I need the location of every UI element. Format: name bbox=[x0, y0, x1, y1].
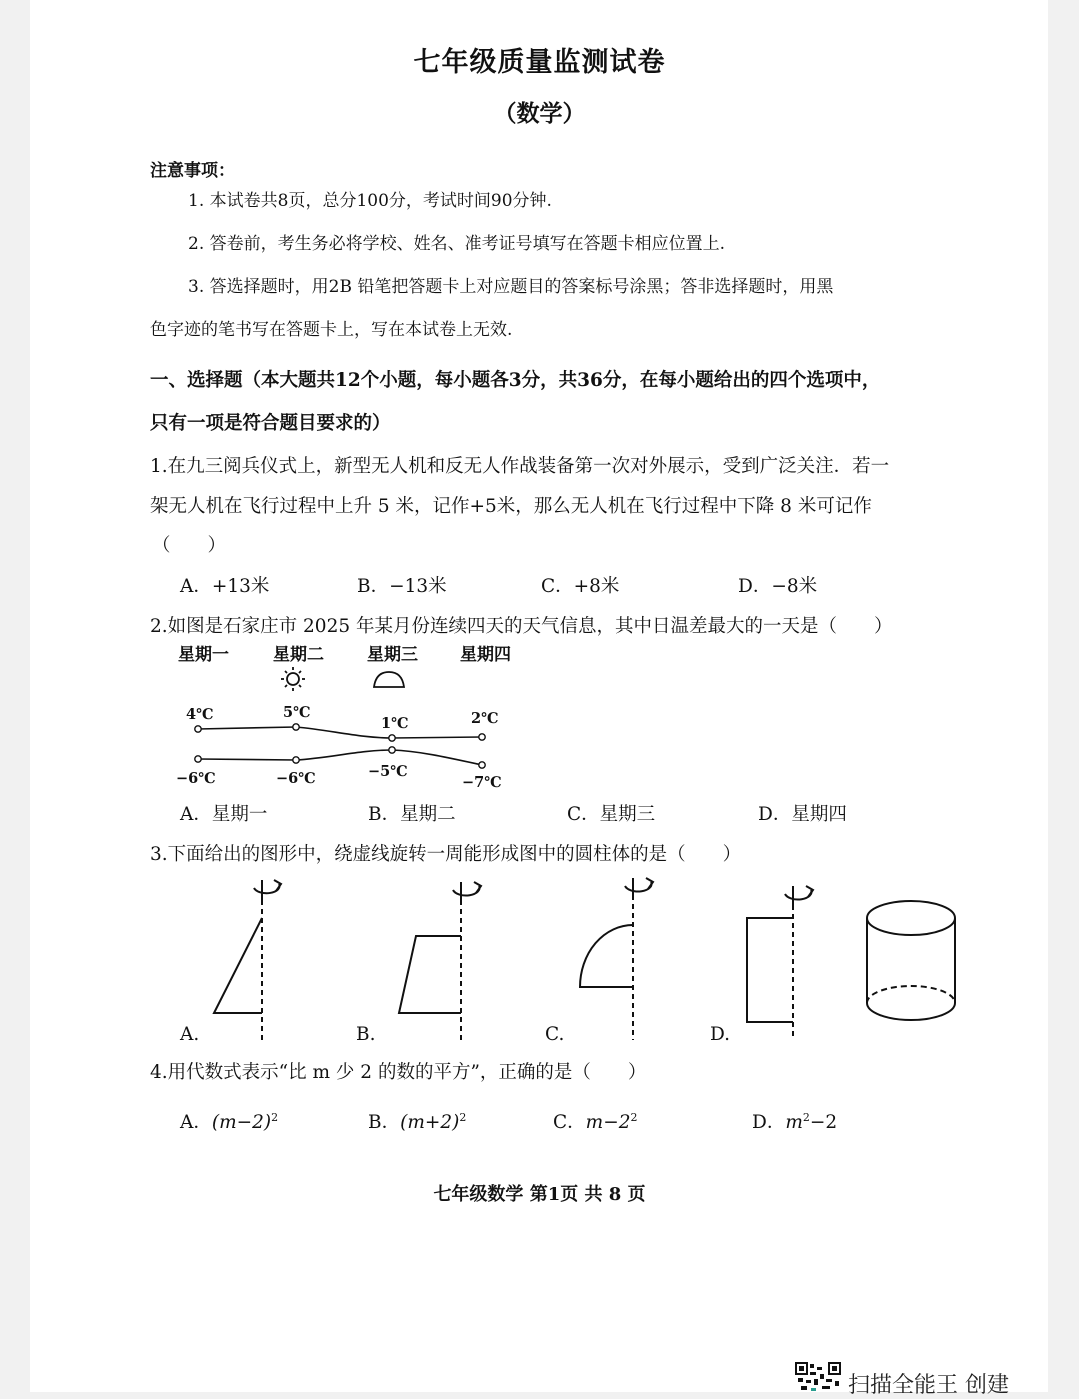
sun-icon bbox=[281, 667, 305, 691]
q3-figure-c bbox=[580, 878, 653, 1040]
q2-option-d: D．星期四 bbox=[758, 804, 847, 825]
cylinder-figure bbox=[867, 901, 955, 1020]
high-temp-label: 5℃ bbox=[283, 704, 311, 721]
low-temp-label: −6℃ bbox=[276, 770, 316, 787]
q2-option-a: A．星期一 bbox=[180, 804, 268, 825]
low-temp-point bbox=[389, 747, 395, 753]
q1-text: 1.在九三阅兵仪式上，新型无人机和反无人作战装备第一次对外展示，受到广泛关注．若一 bbox=[150, 456, 890, 477]
notice-item-3-cont: 色字迹的笔书写在答题卡上，写在本试卷上无效. bbox=[150, 320, 513, 340]
q2-day-mon: 星期一 bbox=[178, 645, 229, 665]
q2-option-c: C．星期三 bbox=[567, 804, 656, 825]
exam-subject: （数学） bbox=[493, 100, 586, 127]
notice-item-1: 1. 本试卷共8页，总分100分，考试时间90分钟. bbox=[188, 191, 552, 211]
high-temp-label: 2℃ bbox=[471, 710, 499, 727]
q4-option-a: A．$(m-2)^2$ bbox=[180, 1110, 279, 1133]
q3-option-c: C. bbox=[545, 1024, 565, 1045]
q2-day-thu: 星期四 bbox=[460, 645, 511, 665]
qr-code-icon bbox=[795, 1362, 841, 1392]
q4-option-c: C．$m-2^2$ bbox=[553, 1110, 638, 1133]
q3-option-b: B. bbox=[356, 1024, 376, 1045]
notice-item-3: 3. 答选择题时，用2B 铅笔把答题卡上对应题目的答案标号涂黑；答非选择题时，用黑 bbox=[188, 277, 834, 297]
q2-day-tue: 星期二 bbox=[273, 645, 324, 665]
q4-text: 4.用代数式表示“比 m 少 2 的数的平方”，正确的是（ ） bbox=[150, 1062, 647, 1083]
q3-option-d: D. bbox=[710, 1024, 731, 1045]
q3-figure-b bbox=[399, 882, 481, 1040]
q3-figure-d bbox=[747, 886, 813, 1040]
low-temp-label: −7℃ bbox=[462, 774, 502, 791]
rotation-arrow-icon bbox=[785, 890, 811, 899]
high-temp-point bbox=[389, 735, 395, 741]
notice-heading: 注意事项： bbox=[150, 161, 235, 181]
scanner-watermark: 扫描全能王 创建 bbox=[848, 1373, 1009, 1398]
low-temp-point bbox=[195, 756, 201, 762]
high-temp-point bbox=[479, 734, 485, 740]
q1-text-cont: 架无人机在飞行过程中上升 5 米，记作+5米，那么无人机在飞行过程中下降 8 米可记作 bbox=[150, 496, 872, 517]
rotation-arrow-icon bbox=[625, 882, 651, 891]
notice-item-2: 2. 答卷前，考生务必将学校、姓名、准考证号填写在答题卡相应位置上. bbox=[188, 234, 726, 254]
q3-figure-a bbox=[214, 880, 281, 1040]
rotation-arrow-icon bbox=[254, 884, 280, 893]
cloud-icon bbox=[374, 672, 404, 687]
low-temp-line bbox=[198, 750, 482, 765]
q1-option-a: A．+13米 bbox=[180, 576, 270, 597]
low-temp-label: −6℃ bbox=[176, 770, 216, 787]
page-footer: 七年级数学 第1页 共 8 页 bbox=[433, 1184, 646, 1205]
q1-option-c: C．+8米 bbox=[541, 576, 620, 597]
q3-option-a: A. bbox=[180, 1024, 200, 1045]
q1-option-b: B．−13米 bbox=[357, 576, 447, 597]
high-temp-line bbox=[198, 727, 482, 738]
high-temp-point bbox=[293, 724, 299, 730]
q1-option-d: D．−8米 bbox=[738, 576, 818, 597]
rotation-arrow-icon bbox=[453, 886, 479, 895]
high-temp-label: 4℃ bbox=[186, 706, 214, 723]
section-heading-cont: 只有一项是符合题目要求的） bbox=[150, 413, 391, 434]
q2-option-b: B．星期二 bbox=[368, 804, 456, 825]
high-temp-point bbox=[195, 726, 201, 732]
q4-option-d: D．$m^2-2$ bbox=[752, 1110, 838, 1133]
q4-option-b: B．$(m+2)^2$ bbox=[368, 1110, 467, 1133]
low-temp-point bbox=[293, 757, 299, 763]
high-temp-label: 1℃ bbox=[381, 715, 409, 732]
exam-title: 七年级质量监测试卷 bbox=[413, 47, 666, 78]
q1-blank: （ ） bbox=[152, 535, 227, 556]
q3-text: 3.下面给出的图形中，绕虚线旋转一周能形成图中的圆柱体的是（ ） bbox=[150, 844, 742, 865]
q2-day-wed: 星期三 bbox=[367, 645, 418, 665]
low-temp-label: −5℃ bbox=[368, 763, 408, 780]
q2-text: 2.如图是石家庄市 2025 年某月份连续四天的天气信息，其中日温差最大的一天是（ ） bbox=[150, 616, 893, 637]
low-temp-point bbox=[479, 762, 485, 768]
section-heading: 一、选择题（本大题共12个小题，每小题各3分，共36分，在每小题给出的四个选项中， bbox=[150, 370, 881, 391]
